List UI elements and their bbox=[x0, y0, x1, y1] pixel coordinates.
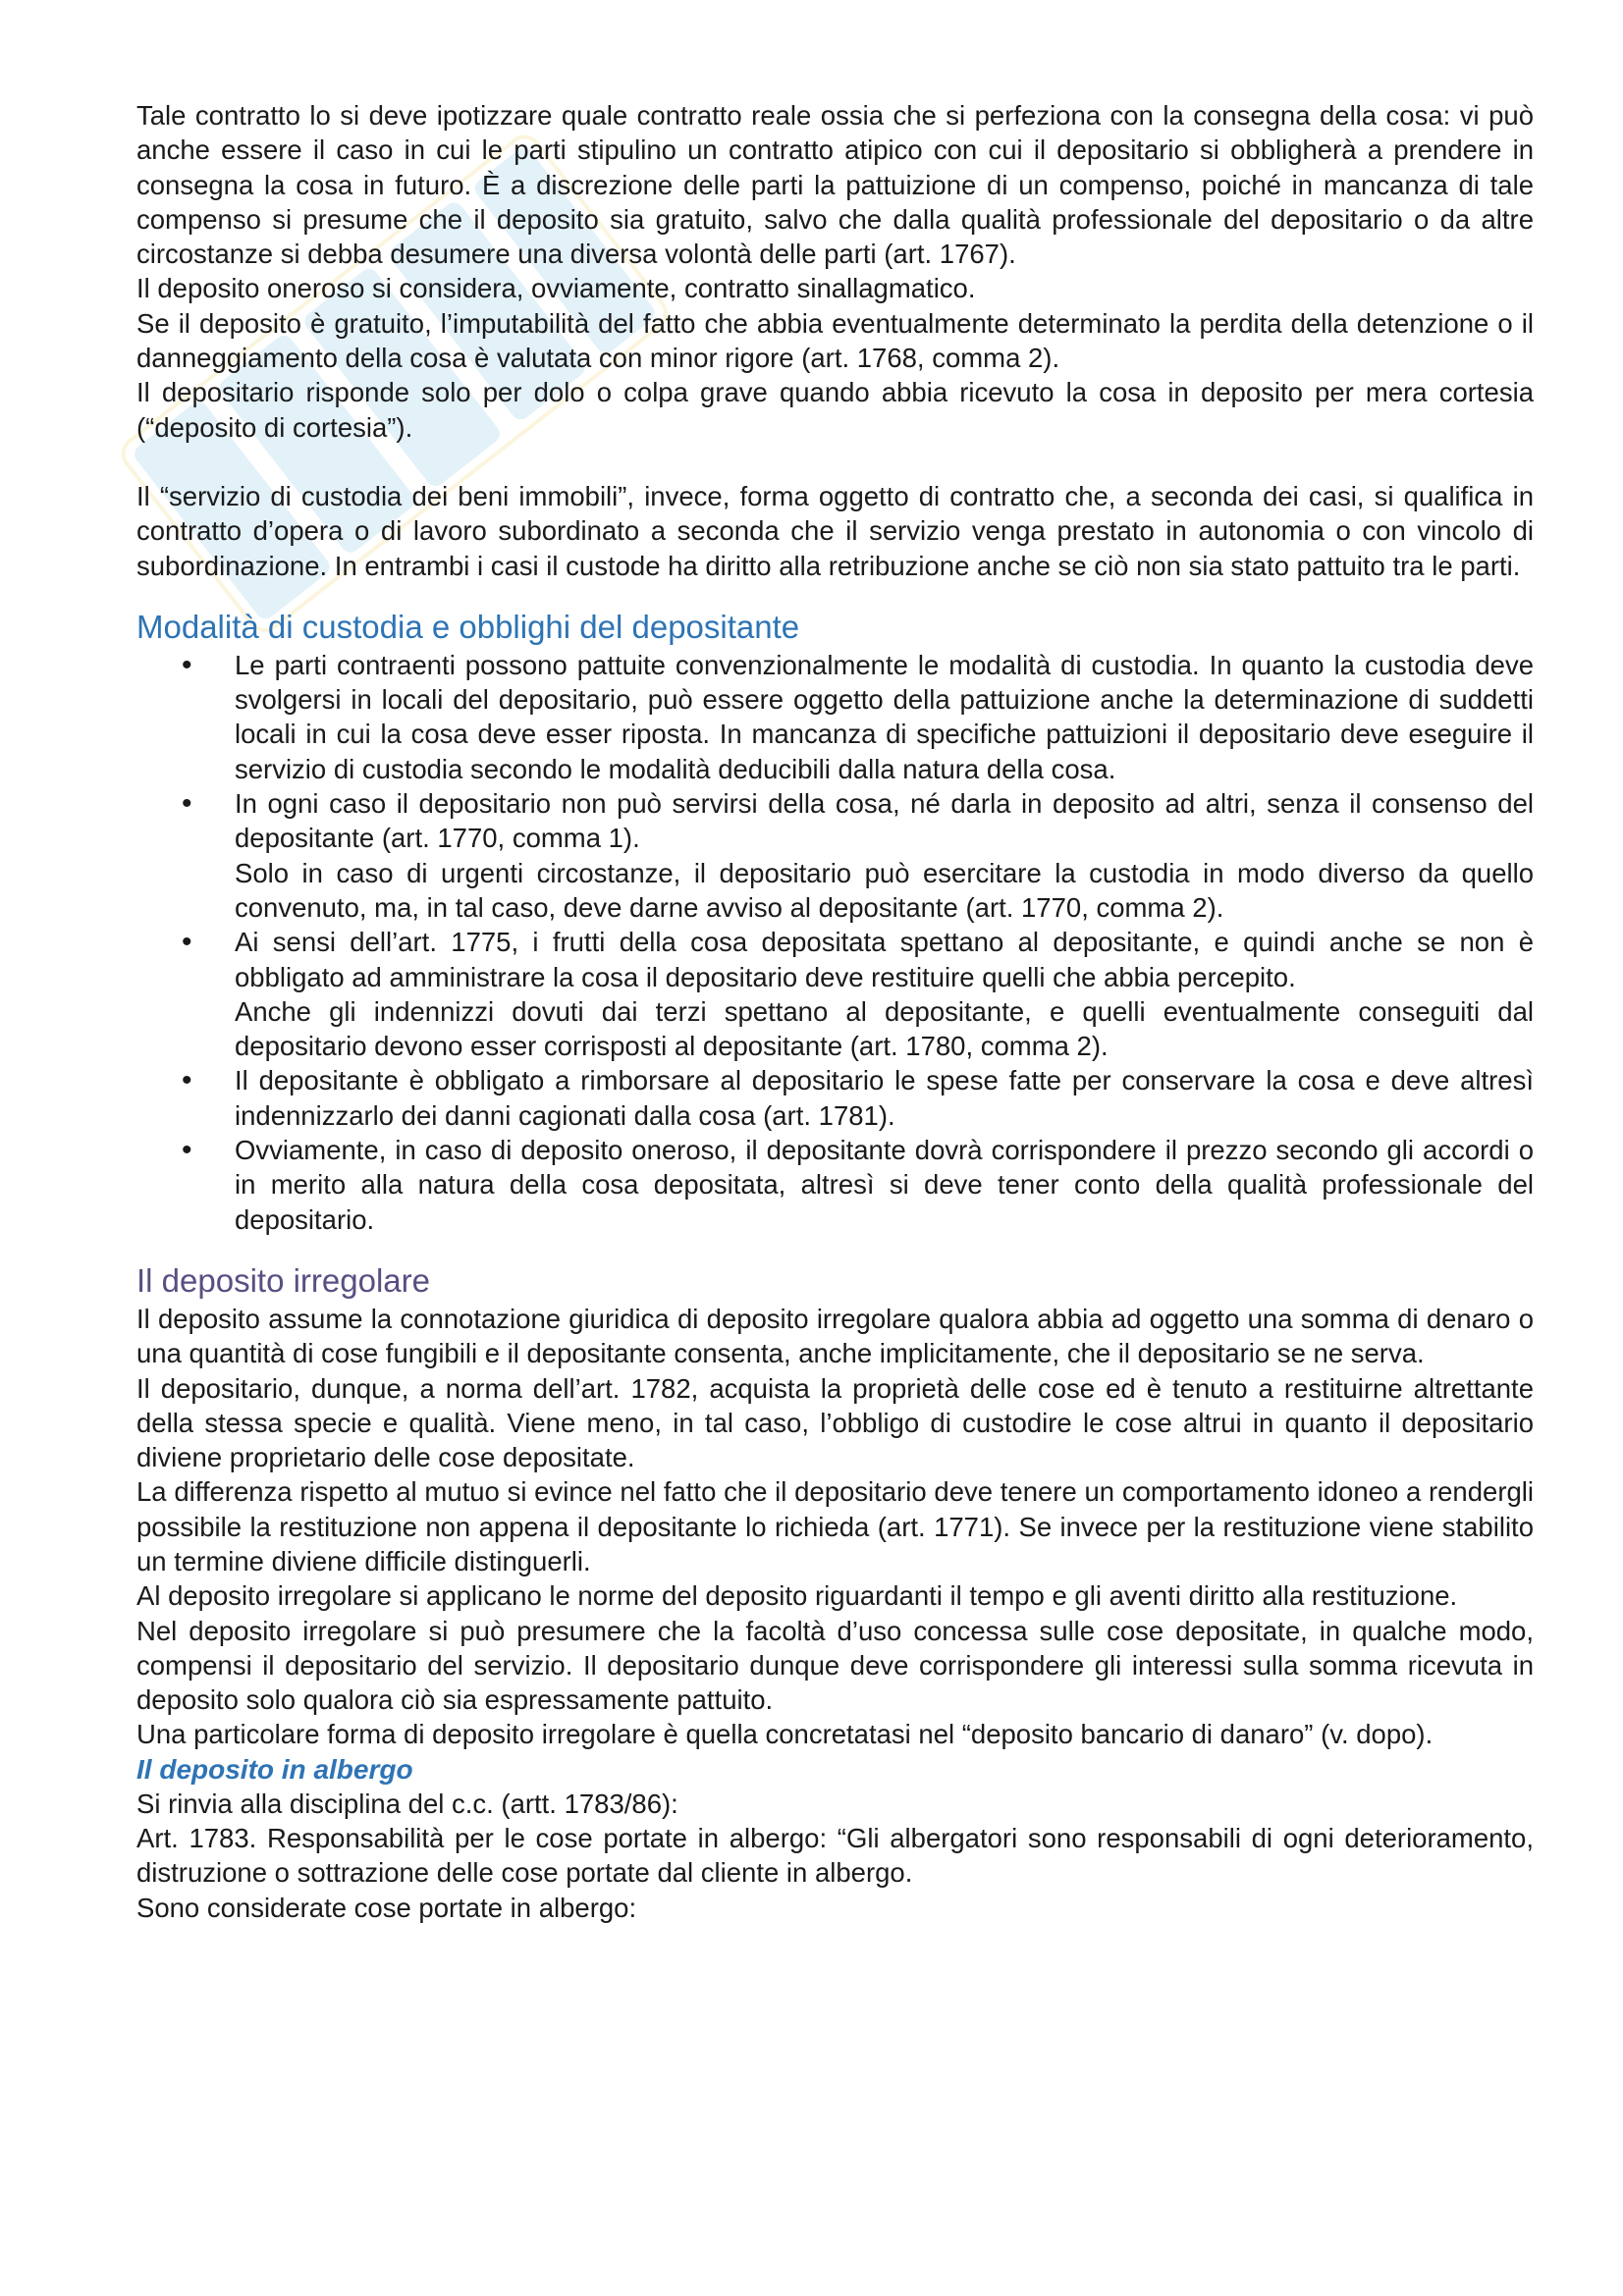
bullet-item bbox=[235, 1133, 1534, 1237]
bullet-item bbox=[235, 786, 1534, 925]
albergo-paragraph: Art. 1783. Responsabilità per le cose portate in albergo: “Gli albergatori sono responsabili di ogni deterioramento, distruzione o sottrazione delle cose portate dal cliente in albergo. bbox=[136, 1823, 1534, 1889]
bullet-text: • In ogni caso il depositario non può servirsi della cosa, né darla in deposito ad altri, senza il consenso del depositante (art. 1770, comma 1). bbox=[235, 788, 1534, 854]
irregolare-paragraph: Nel deposito irregolare si può presumere che la facoltà d’uso concessa sulle cose depositate, in qualche modo, compensi il depositario del servizio. Il depositario dunque deve corrispondere gli interessi sulla somma ricevuta in deposito solo qualora ciò sia espressamente pattuito. bbox=[136, 1615, 1534, 1716]
section-gap bbox=[136, 1237, 1534, 1260]
bullet-text: Ovviamente, in caso di deposito oneroso, il depositante dovrà corrispondere il prezzo secondo gli accordi o in merito alla natura della cosa depositata, altresì si deve tener conto della qualità professionale del depositario. bbox=[235, 1135, 1534, 1235]
document-page bbox=[136, 98, 1534, 1925]
intro-paragraph: Il depositario risponde solo per dolo o colpa grave quando abbia ricevuto la cosa in deposito per mera cortesia (“deposito di cortesia”). bbox=[136, 377, 1534, 443]
paragraph-gap bbox=[136, 445, 1534, 479]
section-heading-custodia: Modalità di custodia e obblighi del depositante bbox=[136, 608, 800, 645]
section-gap bbox=[136, 583, 1534, 607]
bullet-text: Le parti contraenti possono pattuite convenzionalmente le modalità di custodia. In quanto la custodia deve svolgersi in locali del depositario, può essere oggetto della pattuizione anche la determinazione di suddetti locali in cui la cosa deve esser riposta. In mancanza di specifiche pattuizioni il depositario deve eseguire il servizio di custodia secondo le modalità deducibili dalla natura della cosa. bbox=[235, 649, 1534, 784]
bullet-item bbox=[235, 1063, 1534, 1133]
section-heading-irregolare: Il deposito irregolare bbox=[136, 1261, 430, 1299]
custodia-bullet-list bbox=[136, 648, 1534, 1237]
subsection-heading-albergo: Il deposito in albergo bbox=[136, 1753, 413, 1785]
intro-paragraph: Il “servizio di custodia dei beni immobili”, invece, forma oggetto di contratto che, a seconda dei casi, si qualifica in contratto d’opera o di lavoro subordinato a seconda che il servizio venga prestato in autonomia o con vincolo di subordinazione. In entrambi i casi il custode ha diritto alla retribuzione anche se ciò non sia stato pattuito tra le parti. bbox=[136, 480, 1534, 581]
bullet-continuation: Anche gli indennizzi dovuti dai terzi spettano al depositante, e quelli eventualmente conseguiti dal depositario devono esser corrisposti al depositante (art. 1780, comma 2). bbox=[235, 995, 1534, 1062]
irregolare-paragraph: Il deposito assume la connotazione giuridica di deposito irregolare qualora abbia ad oggetto una somma di denaro o una quantità di cose fungibili e il depositante consenta, anche implicitamente, che il depositario se ne serva. bbox=[136, 1303, 1534, 1369]
irregolare-paragraph: Al deposito irregolare si applicano le norme del deposito riguardanti il tempo e gli aventi diritto alla restituzione. bbox=[136, 1580, 1458, 1612]
albergo-paragraph: Si rinvia alla disciplina del c.c. (artt. 1783/86): bbox=[136, 1788, 678, 1819]
bullet-continuation: Solo in caso di urgenti circostanze, il depositario può esercitare la custodia in modo diverso da quello convenuto, ma, in tal caso, deve darne avviso al depositante (art. 1770, comma 2). bbox=[235, 857, 1534, 923]
albergo-paragraph: Sono considerate cose portate in albergo: bbox=[136, 1892, 637, 1923]
irregolare-paragraph: Una particolare forma di deposito irregolare è quella concretatasi nel “deposito bancario di danaro” (v. dopo). bbox=[136, 1719, 1434, 1750]
bullet-text: • Ai sensi dell’art. 1775, i frutti della cosa depositata spettano al depositante, e quindi anche se non è obbligato ad amministrare la cosa il depositario deve restituire quelli che abbia percepito. bbox=[235, 927, 1534, 992]
irregolare-paragraph: Il depositario, dunque, a norma dell’art. 1782, acquista la proprietà delle cose ed è tenuto a restituirne altrettante della stessa specie e qualità. Viene meno, in tal caso, l’obbligo di custodire le cose altrui in quanto il depositario diviene proprietario delle cose depositate. bbox=[136, 1372, 1534, 1473]
irregolare-paragraph: La differenza rispetto al mutuo si evince nel fatto che il depositario deve tenere un comportamento idoneo a rendergli possibile la restituzione non appena il depositante lo richieda (art. 1771). Se invece per la restituzione viene stabilito un termine diviene difficile distinguerli. bbox=[136, 1476, 1534, 1576]
intro-paragraph: Il deposito oneroso si considera, ovviamente, contratto sinallagmatico. bbox=[136, 273, 976, 304]
bullet-item bbox=[235, 648, 1534, 786]
intro-paragraph: Se il deposito è gratuito, l’imputabilità del fatto che abbia eventualmente determinato la perdita della detenzione o il danneggiamento della cosa è valutata con minor rigore (art. 1768, comma 2). bbox=[136, 307, 1534, 374]
intro-paragraph: Tale contratto lo si deve ipotizzare quale contratto reale ossia che si perfeziona con la consegna della cosa: vi può anche essere il caso in cui le parti stipulino un contratto atipico con cui il depositario si obbligherà a prendere in consegna la cosa in futuro. È a discrezione delle parti la pattuizione di un compenso, poiché in mancanza di tale compenso si presume che il deposito sia gratuito, salvo che dalla qualità professionale del depositario o da altre circostanze si debba desumere una diversa volontà delle parti (art. 1767). bbox=[136, 100, 1534, 270]
bullet-item bbox=[235, 925, 1534, 1063]
bullet-text: Il depositante è obbligato a rimborsare al depositario le spese fatte per conservare la cosa e deve altresì indennizzarlo dei danni cagionati dalla cosa (art. 1781). bbox=[235, 1065, 1534, 1131]
